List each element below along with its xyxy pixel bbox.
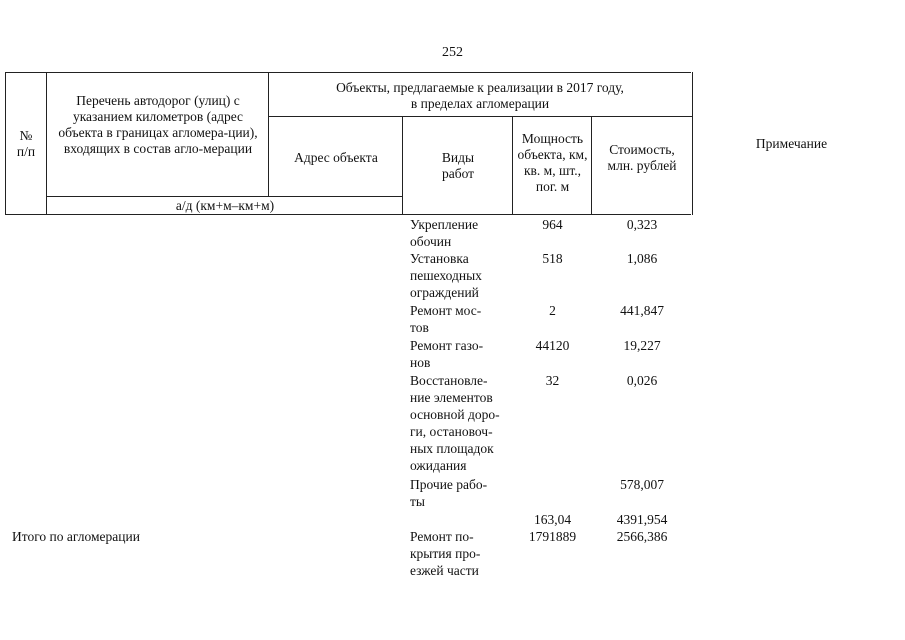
capacity-value: 32 [545,373,560,388]
header-col-address: Адрес объекта [294,150,378,165]
work-type: Установка пешеходных ограждений [410,251,482,300]
header-col-roads: Перечень автодорог (улиц) с указанием километров (адрес объекта в границах агломера-ции), входящих в состав агло-мерации [58,93,258,156]
header-col-group: Объекты, предлагаемые к реализации в 2017 году, в пределах агломерации [336,80,624,111]
header-col-works: Виды работ [441,150,475,181]
cost-value: 19,227 [623,338,661,353]
capacity-value: 1791889 [528,529,577,544]
header-col-note: Примечание [755,136,828,151]
header-col-capacity: Мощность объекта, км, кв. м, шт., пог. м [517,131,588,194]
cost-value: 441,847 [620,303,664,318]
work-type: Ремонт по- крытия про- езжей части [410,529,481,578]
capacity-value: 518 [542,251,563,266]
work-type: Восстановле- ние элементов основной доро- ги, остановоч- ных площадок ожидания [410,373,500,473]
capacity-value: 2 [549,303,556,318]
capacity-value: 44120 [535,338,570,353]
work-type: Ремонт газо- нов [410,338,484,370]
cost-value: 578,007 [620,477,664,492]
work-type: Ремонт мос- тов [410,303,482,335]
page-number: 252 [442,45,463,60]
capacity-value: 163,04 [533,512,572,527]
work-type: Укрепление обочин [410,217,479,249]
header-col-cost: Стоимость, млн. рублей [607,142,677,173]
cost-value: 4391,954 [616,512,668,527]
total-label: Итого по агломерации [12,529,140,544]
capacity-value: 964 [542,217,563,232]
cost-value: 0,026 [626,373,658,388]
work-type: Прочие рабо- ты [410,477,488,509]
cost-value: 2566,386 [616,529,668,544]
header-road-format: а/д (км+м–км+м) [175,198,275,213]
cost-value: 1,086 [626,251,658,266]
header-col-num: № п/п [16,128,36,159]
cost-value: 0,323 [626,217,658,232]
